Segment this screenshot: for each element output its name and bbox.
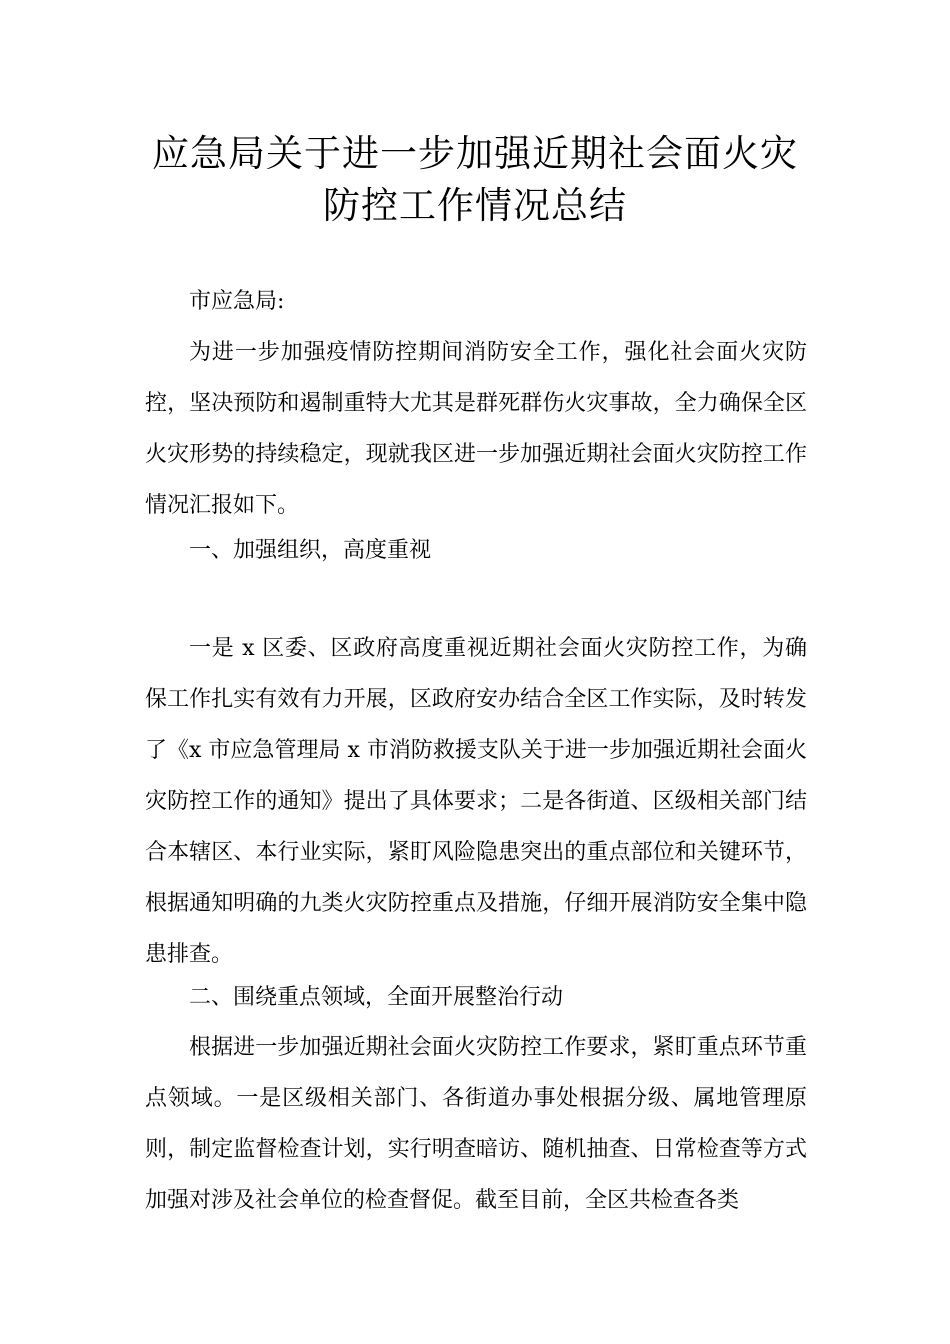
- document-title: [100, 128, 850, 232]
- paragraph-intro: 为进一步加强疫情防控期间消防安全工作，强化社会面火灾防控，坚决预防和遏制重特大尤其是群死群伤火灾事故，全力确保全区火灾形势的持续稳定，现就我区进一步加强近期社会面火灾防控工作情况汇报如下。: [145, 340, 807, 518]
- addressee: 市应急局:: [189, 289, 285, 314]
- paragraph-section-2: 根据进一步加强近期社会面火灾防控工作要求，紧盯重点环节重点领域。一是区级相关部门、各街道办事处根据分级、属地管理原则，制定监督检查计划，实行明查暗访、随机抽查、日常检查等方式加强对涉及社会单位的检查督促。截至目前，全区共检查各类: [145, 1035, 807, 1213]
- section-heading-2: 二、围绕重点领域，全面开展整治行动: [189, 985, 564, 1010]
- section-heading-1: 一、加强组织，高度重视: [189, 538, 432, 563]
- paragraph-section-1: 一是 x 区委、区政府高度重视近期社会面火灾防控工作，为确保工作扎实有效有力开展，区政府安办结合全区工作实际，及时转发了《x 市应急管理局 x 市消防救援支队关于进一步加强近期社会面火灾防控工作的通知》提出了具体要求；二是各街道、区级相关部门结合本辖区、本行业实际，紧盯风险隐患突出的重点部位和关键环节，根据通知明确的九类火灾防控重点及措施，仔细开展消防安全集中隐患排查。: [145, 636, 807, 967]
- document-title-line-1: 应急局关于进一步加强近期社会面火灾: [152, 132, 798, 175]
- document-title-line-2: 防控工作情况总结: [323, 184, 627, 227]
